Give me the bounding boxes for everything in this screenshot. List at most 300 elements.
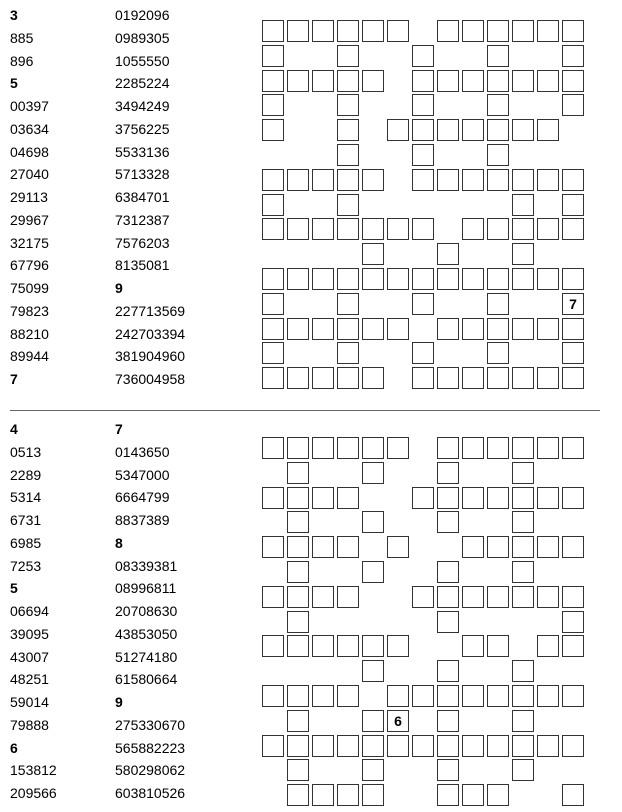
- grid-cell[interactable]: [512, 218, 534, 240]
- grid-cell[interactable]: [537, 268, 559, 290]
- grid-cell[interactable]: [562, 218, 584, 240]
- grid-cell[interactable]: [437, 735, 459, 757]
- grid-cell[interactable]: [287, 611, 309, 633]
- word-entry: 1055550: [115, 52, 170, 69]
- grid-cell[interactable]: [287, 218, 309, 240]
- grid-cell[interactable]: [287, 511, 309, 533]
- grid-cell[interactable]: [362, 367, 384, 389]
- grid-cell[interactable]: [337, 367, 359, 389]
- grid-cell[interactable]: [512, 536, 534, 558]
- grid-cell[interactable]: [562, 536, 584, 558]
- grid-cell[interactable]: [512, 462, 534, 484]
- word-entry: 20708630: [115, 603, 178, 619]
- grid-cell[interactable]: [512, 70, 534, 92]
- grid-cell[interactable]: [337, 20, 359, 42]
- grid-cell[interactable]: [562, 367, 584, 389]
- grid-cell[interactable]: [337, 218, 359, 240]
- grid-cell[interactable]: [362, 70, 384, 92]
- grid-cell[interactable]: [487, 20, 509, 42]
- word-entry: 6985: [10, 534, 42, 551]
- puzzle-1-word-list-left: [10, 4, 49, 391]
- grid-cell[interactable]: [437, 511, 459, 533]
- grid-cell[interactable]: [537, 487, 559, 509]
- grid-cell[interactable]: [362, 660, 384, 682]
- grid-cell[interactable]: [537, 70, 559, 92]
- length-heading: 7: [115, 421, 123, 437]
- word-entry: 29113: [10, 189, 48, 205]
- grid-cell[interactable]: [262, 45, 284, 67]
- word-entry: 43853050: [115, 625, 178, 642]
- grid-cell[interactable]: [562, 735, 584, 757]
- grid-cell[interactable]: [562, 70, 584, 92]
- word-entry: 565882223: [115, 739, 186, 756]
- grid-cell[interactable]: [287, 318, 309, 340]
- length-heading: 5: [10, 75, 18, 92]
- grid-cell[interactable]: [512, 119, 534, 141]
- grid-cell[interactable]: [262, 342, 284, 364]
- grid-cell[interactable]: [412, 144, 434, 166]
- grid-cell[interactable]: [512, 194, 534, 216]
- grid-cell[interactable]: [262, 268, 284, 290]
- grid-cell[interactable]: [387, 318, 409, 340]
- grid-cell[interactable]: [437, 243, 459, 265]
- grid-cell[interactable]: [487, 144, 509, 166]
- grid-cell[interactable]: [287, 759, 309, 781]
- word-entry: 381904960: [115, 348, 186, 365]
- grid-cell[interactable]: [512, 367, 534, 389]
- grid-cell[interactable]: [437, 318, 459, 340]
- grid-cell[interactable]: [462, 437, 484, 459]
- grid-cell[interactable]: [337, 144, 359, 166]
- grid-cell[interactable]: [437, 169, 459, 191]
- grid-cell[interactable]: [437, 437, 459, 459]
- grid-cell[interactable]: [512, 437, 534, 459]
- word-entry: 3756225: [115, 120, 170, 137]
- word-entry: 32175: [10, 234, 49, 251]
- grid-cell[interactable]: [537, 169, 559, 191]
- grid-cell[interactable]: [562, 784, 584, 806]
- grid-cell[interactable]: [362, 218, 384, 240]
- word-entry: 79823: [10, 302, 49, 319]
- grid-cell[interactable]: [512, 561, 534, 583]
- grid-cell[interactable]: [312, 536, 334, 558]
- grid-cell[interactable]: [562, 611, 584, 633]
- grid-cell[interactable]: [312, 586, 334, 608]
- grid-cell[interactable]: [487, 437, 509, 459]
- grid-cell[interactable]: [287, 487, 309, 509]
- grid-cell[interactable]: [262, 169, 284, 191]
- grid-cell[interactable]: [312, 437, 334, 459]
- grid-cell[interactable]: [462, 487, 484, 509]
- puzzle-2-word-list-right: [115, 418, 185, 805]
- word-entry: 67796: [10, 257, 49, 274]
- grid-cell[interactable]: [262, 119, 284, 141]
- grid-cell[interactable]: [337, 784, 359, 806]
- grid-cell[interactable]: [337, 94, 359, 116]
- grid-cell[interactable]: [262, 318, 284, 340]
- word-entry: 29967: [10, 211, 49, 228]
- grid-cell[interactable]: [537, 586, 559, 608]
- puzzle-1-word-list-right: [115, 4, 185, 391]
- grid-cell[interactable]: [287, 735, 309, 757]
- word-entry: 8135081: [115, 257, 170, 274]
- grid-cell[interactable]: [462, 635, 484, 657]
- grid-cell[interactable]: [387, 119, 409, 141]
- length-heading: 4: [10, 421, 18, 437]
- grid-cell[interactable]: [412, 70, 434, 92]
- grid-cell[interactable]: [312, 20, 334, 42]
- grid-cell[interactable]: [487, 169, 509, 191]
- grid-cell[interactable]: [437, 660, 459, 682]
- grid-cell[interactable]: [462, 367, 484, 389]
- grid-cell[interactable]: [262, 293, 284, 315]
- length-heading: 9: [115, 280, 123, 296]
- grid-cell[interactable]: [337, 487, 359, 509]
- grid-cell[interactable]: [412, 685, 434, 707]
- grid-cell[interactable]: [337, 318, 359, 340]
- grid-cell[interactable]: [412, 735, 434, 757]
- grid-cell[interactable]: [387, 437, 409, 459]
- grid-cell[interactable]: [437, 70, 459, 92]
- grid-cell[interactable]: [537, 685, 559, 707]
- word-entry: 06694: [10, 603, 49, 619]
- grid-cell[interactable]: [262, 536, 284, 558]
- grid-cell[interactable]: [512, 685, 534, 707]
- grid-cell[interactable]: [262, 20, 284, 42]
- grid-cell[interactable]: [562, 169, 584, 191]
- grid-cell[interactable]: [362, 268, 384, 290]
- grid-cell[interactable]: [537, 20, 559, 42]
- length-heading: 8: [115, 534, 123, 551]
- grid-cell[interactable]: [462, 119, 484, 141]
- grid-cell[interactable]: [487, 784, 509, 806]
- word-entry: 04698: [10, 143, 49, 160]
- word-entry: 39095: [10, 625, 49, 642]
- grid-cell[interactable]: [537, 635, 559, 657]
- grid-cell[interactable]: [462, 784, 484, 806]
- word-entry: 6384701: [115, 189, 170, 205]
- grid-cell[interactable]: [537, 437, 559, 459]
- grid-cell[interactable]: [562, 487, 584, 509]
- grid-cell[interactable]: [412, 586, 434, 608]
- grid-cell[interactable]: [412, 293, 434, 315]
- word-entry: 275330670: [115, 716, 186, 733]
- grid-cell[interactable]: [362, 243, 384, 265]
- grid-cell[interactable]: [537, 318, 559, 340]
- grid-cell[interactable]: [312, 784, 334, 806]
- grid-cell[interactable]: [512, 243, 534, 265]
- word-entry: 580298062: [115, 762, 186, 779]
- grid-cell[interactable]: [462, 536, 484, 558]
- word-entry: 08339381: [115, 557, 178, 574]
- grid-cell[interactable]: [287, 20, 309, 42]
- grid-cell[interactable]: [437, 462, 459, 484]
- word-entry: 51274180: [115, 648, 178, 665]
- grid-cell[interactable]: [337, 45, 359, 67]
- grid-cell[interactable]: [412, 45, 434, 67]
- grid-cell[interactable]: [337, 635, 359, 657]
- grid-cell[interactable]: [537, 536, 559, 558]
- grid-cell[interactable]: [512, 268, 534, 290]
- word-entry: 79888: [10, 716, 49, 733]
- grid-cell[interactable]: [387, 735, 409, 757]
- word-entry: 89944: [10, 348, 49, 365]
- grid-cell[interactable]: [462, 20, 484, 42]
- word-entry: 6731: [10, 512, 42, 528]
- word-entry: 885: [10, 29, 34, 46]
- grid-cell[interactable]: [262, 487, 284, 509]
- word-entry: 27040: [10, 166, 49, 183]
- grid-cell[interactable]: [412, 94, 434, 116]
- grid-cell[interactable]: [512, 660, 534, 682]
- grid-cell[interactable]: [362, 710, 384, 732]
- grid-cell[interactable]: [462, 735, 484, 757]
- grid-cell[interactable]: [387, 536, 409, 558]
- grid-cell[interactable]: [487, 367, 509, 389]
- grid-cell[interactable]: [387, 218, 409, 240]
- grid-cell[interactable]: [337, 437, 359, 459]
- grid-cell[interactable]: [487, 735, 509, 757]
- grid-cell[interactable]: [387, 268, 409, 290]
- grid-cell[interactable]: [487, 635, 509, 657]
- grid-cell[interactable]: [412, 119, 434, 141]
- grid-cell[interactable]: [562, 94, 584, 116]
- grid-cell[interactable]: [262, 367, 284, 389]
- grid-cell[interactable]: [437, 784, 459, 806]
- grid-cell[interactable]: [337, 735, 359, 757]
- grid-cell[interactable]: [287, 784, 309, 806]
- grid-cell[interactable]: [462, 218, 484, 240]
- grid-cell[interactable]: [312, 685, 334, 707]
- grid-cell[interactable]: [337, 586, 359, 608]
- grid-cell[interactable]: [362, 318, 384, 340]
- grid-cell[interactable]: [387, 685, 409, 707]
- grid-cell[interactable]: [337, 342, 359, 364]
- grid-cell[interactable]: [462, 318, 484, 340]
- word-entry: 2289: [10, 466, 42, 483]
- word-entry: 209566: [10, 785, 57, 801]
- grid-cell[interactable]: [337, 169, 359, 191]
- grid-cell[interactable]: [487, 536, 509, 558]
- grid-cell[interactable]: [337, 70, 359, 92]
- grid-cell[interactable]: [487, 268, 509, 290]
- grid-cell[interactable]: [487, 586, 509, 608]
- grid-cell[interactable]: [487, 45, 509, 67]
- grid-cell[interactable]: [562, 268, 584, 290]
- grid-cell[interactable]: [362, 437, 384, 459]
- word-entry: 7312387: [115, 211, 170, 228]
- grid-cell[interactable]: [312, 70, 334, 92]
- grid-cell[interactable]: [437, 268, 459, 290]
- grid-cell[interactable]: [487, 94, 509, 116]
- word-entry: 6664799: [115, 489, 170, 506]
- length-heading: 7: [10, 371, 18, 387]
- word-entry: 896: [10, 52, 34, 69]
- grid-cell[interactable]: [262, 685, 284, 707]
- grid-cell[interactable]: [412, 367, 434, 389]
- word-entry: 0143650: [115, 443, 170, 460]
- grid-cell[interactable]: [512, 586, 534, 608]
- grid-cell[interactable]: [462, 268, 484, 290]
- grid-cell[interactable]: [437, 759, 459, 781]
- grid-cell[interactable]: [362, 784, 384, 806]
- grid-cell[interactable]: [537, 367, 559, 389]
- grid-cell[interactable]: [312, 318, 334, 340]
- word-entry: 5347000: [115, 466, 170, 483]
- grid-cell[interactable]: [287, 561, 309, 583]
- grid-cell[interactable]: [337, 194, 359, 216]
- grid-cell[interactable]: [312, 367, 334, 389]
- grid-cell[interactable]: [287, 268, 309, 290]
- grid-cell[interactable]: [512, 735, 534, 757]
- word-entry: 03634: [10, 120, 49, 137]
- word-entry: 08996811: [115, 580, 177, 597]
- grid-cell[interactable]: [512, 318, 534, 340]
- grid-cell[interactable]: [362, 759, 384, 781]
- grid-cell[interactable]: [312, 268, 334, 290]
- grid-cell[interactable]: [487, 218, 509, 240]
- grid-cell[interactable]: [462, 169, 484, 191]
- word-entry: 7576203: [115, 234, 170, 251]
- word-entry: 59014: [10, 694, 49, 710]
- grid-cell[interactable]: [437, 611, 459, 633]
- word-entry: 603810526: [115, 785, 186, 801]
- grid-cell[interactable]: [262, 94, 284, 116]
- grid-cell[interactable]: [537, 218, 559, 240]
- grid-cell[interactable]: [387, 20, 409, 42]
- grid-cell[interactable]: [512, 511, 534, 533]
- grid-cell[interactable]: [487, 487, 509, 509]
- grid-cell[interactable]: [562, 437, 584, 459]
- word-entry: 153812: [10, 762, 57, 779]
- grid-cell[interactable]: [312, 735, 334, 757]
- grid-cell[interactable]: [462, 685, 484, 707]
- grid-cell[interactable]: [287, 710, 309, 732]
- grid-cell[interactable]: [262, 218, 284, 240]
- grid-cell[interactable]: [562, 194, 584, 216]
- grid-cell[interactable]: [287, 70, 309, 92]
- grid-cell[interactable]: [287, 462, 309, 484]
- word-entry: 0513: [10, 443, 42, 460]
- grid-cell[interactable]: [337, 685, 359, 707]
- grid-cell[interactable]: [437, 20, 459, 42]
- grid-cell[interactable]: [312, 487, 334, 509]
- grid-cell[interactable]: [487, 119, 509, 141]
- grid-cell[interactable]: [362, 462, 384, 484]
- grid-cell[interactable]: [512, 169, 534, 191]
- grid-cell[interactable]: [262, 70, 284, 92]
- grid-cell[interactable]: [562, 635, 584, 657]
- grid-cell[interactable]: [262, 586, 284, 608]
- grid-cell[interactable]: [337, 293, 359, 315]
- grid-cell[interactable]: [537, 735, 559, 757]
- grid-cell[interactable]: [287, 586, 309, 608]
- grid-cell[interactable]: [487, 685, 509, 707]
- grid-cell[interactable]: [412, 218, 434, 240]
- grid-cell[interactable]: [287, 635, 309, 657]
- grid-cell[interactable]: [312, 169, 334, 191]
- grid-cell[interactable]: [287, 685, 309, 707]
- word-entry: 48251: [10, 671, 49, 688]
- grid-cell[interactable]: [562, 342, 584, 364]
- grid-cell[interactable]: [362, 561, 384, 583]
- grid-cell[interactable]: [487, 318, 509, 340]
- grid-cell[interactable]: [437, 119, 459, 141]
- word-entry: 5314: [10, 489, 42, 506]
- grid-cell[interactable]: [437, 710, 459, 732]
- word-entry: 43007: [10, 648, 49, 665]
- grid-cell[interactable]: [487, 293, 509, 315]
- grid-cell[interactable]: [287, 367, 309, 389]
- grid-cell[interactable]: [462, 70, 484, 92]
- grid-cell[interactable]: [437, 685, 459, 707]
- grid-cell[interactable]: [487, 70, 509, 92]
- word-entry: 75099: [10, 280, 49, 296]
- grid-cell[interactable]: [362, 20, 384, 42]
- grid-cell[interactable]: [437, 586, 459, 608]
- grid-cell[interactable]: [512, 759, 534, 781]
- grid-cell[interactable]: [462, 586, 484, 608]
- puzzle-divider: [10, 410, 600, 411]
- word-entry: 736004958: [115, 371, 186, 387]
- length-heading: 3: [10, 7, 18, 23]
- grid-cell[interactable]: [262, 194, 284, 216]
- word-entry: 00397: [10, 98, 49, 114]
- grid-cell[interactable]: [562, 318, 584, 340]
- word-entry: 5533136: [115, 143, 170, 160]
- grid-cell[interactable]: [362, 635, 384, 657]
- grid-cell[interactable]: [337, 119, 359, 141]
- grid-cell[interactable]: [312, 635, 334, 657]
- grid-cell[interactable]: [362, 511, 384, 533]
- grid-cell[interactable]: [412, 487, 434, 509]
- grid-cell[interactable]: [262, 735, 284, 757]
- grid-cell[interactable]: [337, 268, 359, 290]
- grid-cell[interactable]: [487, 342, 509, 364]
- length-heading: 6: [10, 739, 18, 756]
- grid-cell[interactable]: [262, 635, 284, 657]
- length-heading: 9: [115, 694, 123, 710]
- word-entry: 8837389: [115, 512, 170, 528]
- grid-cell[interactable]: [287, 169, 309, 191]
- grid-cell[interactable]: [312, 218, 334, 240]
- grid-cell[interactable]: [362, 735, 384, 757]
- grid-cell[interactable]: [437, 367, 459, 389]
- grid-cell[interactable]: [362, 169, 384, 191]
- grid-cell[interactable]: [437, 561, 459, 583]
- grid-cell[interactable]: [262, 437, 284, 459]
- grid-cell[interactable]: [562, 685, 584, 707]
- grid-cell[interactable]: [512, 710, 534, 732]
- grid-cell[interactable]: [412, 342, 434, 364]
- grid-cell[interactable]: [337, 536, 359, 558]
- grid-cell[interactable]: [287, 437, 309, 459]
- grid-cell[interactable]: [287, 536, 309, 558]
- grid-cell[interactable]: [562, 45, 584, 67]
- grid-cell[interactable]: [437, 487, 459, 509]
- grid-cell[interactable]: [562, 20, 584, 42]
- grid-cell[interactable]: [537, 119, 559, 141]
- word-entry: 88210: [10, 325, 49, 342]
- grid-cell[interactable]: [562, 586, 584, 608]
- puzzle-2-word-list-left: [10, 418, 57, 805]
- grid-cell[interactable]: [387, 635, 409, 657]
- grid-cell[interactable]: [412, 169, 434, 191]
- grid-cell[interactable]: [412, 268, 434, 290]
- grid-cell[interactable]: [512, 20, 534, 42]
- grid-cell[interactable]: [512, 487, 534, 509]
- given-digit-cell: 7: [562, 293, 584, 315]
